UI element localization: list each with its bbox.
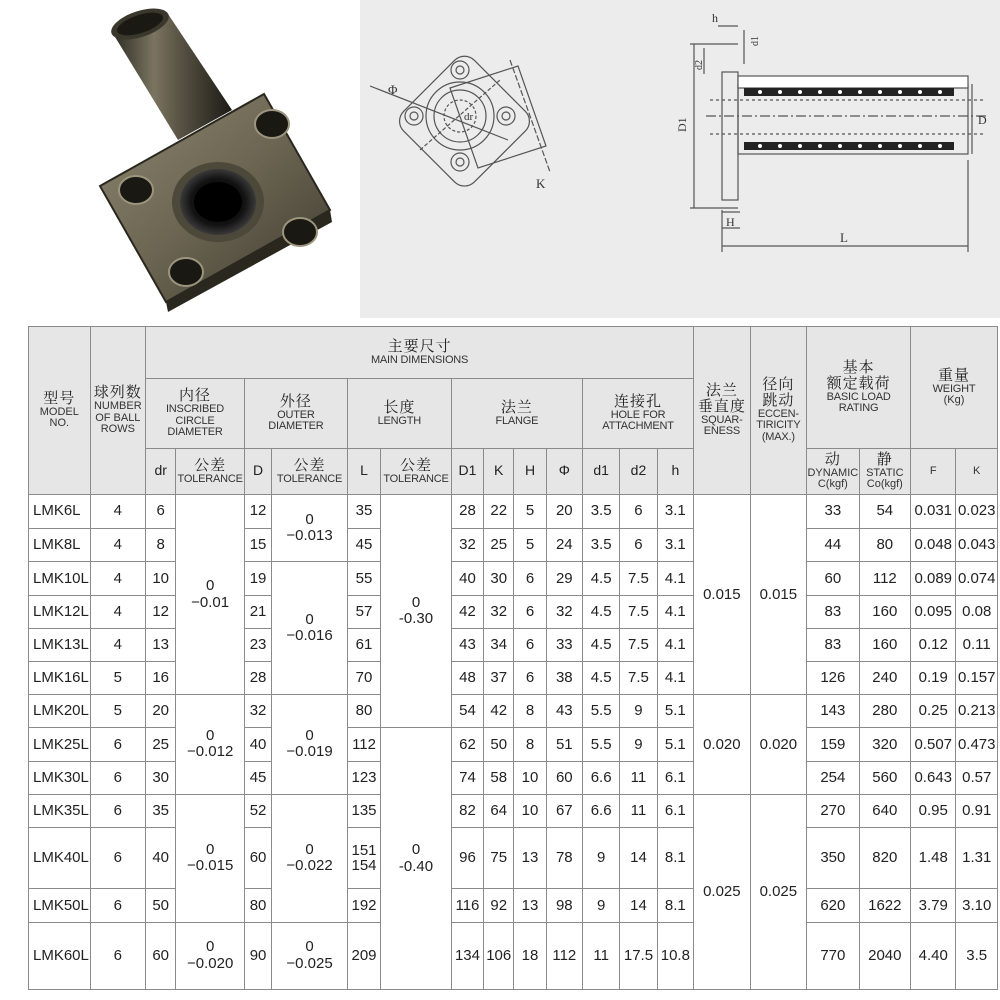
cell-weight-k: 0.57 <box>956 761 998 794</box>
cell-hole-d1: 4.5 <box>582 595 619 628</box>
header-eccentricity: 径向 跳动 ECCEN- TIRICITY (MAX.) <box>750 327 807 495</box>
flange-bearing-photo <box>0 0 358 318</box>
table-row <box>29 562 998 595</box>
product-photo <box>0 0 358 318</box>
cell-d1: 82 <box>451 794 483 827</box>
cell-model: LMK6L <box>29 495 91 529</box>
table-row <box>29 761 998 794</box>
cell-d1: 42 <box>451 595 483 628</box>
cell-weight-k: 0.213 <box>956 695 998 728</box>
cell-k: 75 <box>484 827 514 888</box>
table-row <box>29 528 998 562</box>
cell-model: LMK40L <box>29 827 91 888</box>
cell-h: 6 <box>514 595 546 628</box>
cell-hole-d1: 4.5 <box>582 661 619 694</box>
cell-d: 52 <box>244 794 271 827</box>
col-k: K <box>484 449 514 495</box>
cell-eccentricity: 0.020 <box>750 695 807 795</box>
cell-d: 12 <box>244 495 271 529</box>
cell-d-tolerance: 0 −0.022 <box>272 794 348 922</box>
cell-hole-d2: 11 <box>620 761 657 794</box>
cell-k: 92 <box>484 889 514 922</box>
cell-d1: 43 <box>451 628 483 661</box>
cell-k: 32 <box>484 595 514 628</box>
cell-model: LMK10L <box>29 562 91 595</box>
cell-phi: 29 <box>546 562 582 595</box>
cell-k: 30 <box>484 562 514 595</box>
cell-l: 209 <box>347 922 380 990</box>
cell-d1: 134 <box>451 922 483 990</box>
cell-eccentricity: 0.025 <box>750 794 807 989</box>
cell-model: LMK16L <box>29 661 91 694</box>
cell-dynamic: 143 <box>807 695 859 728</box>
technical-drawing <box>360 0 1000 318</box>
cell-hole-d2: 9 <box>620 695 657 728</box>
cell-balls: 4 <box>90 628 146 661</box>
col-dynamic: 动 DYNAMIC C(kgf) <box>807 449 859 495</box>
cell-hole-h: 6.1 <box>657 761 693 794</box>
table-row <box>29 794 998 827</box>
cell-d: 19 <box>244 562 271 595</box>
drawing-label-d: D <box>978 113 987 127</box>
cell-d: 21 <box>244 595 271 628</box>
cell-dynamic: 33 <box>807 495 859 529</box>
cell-l: 35 <box>347 495 380 529</box>
table-row <box>29 595 998 628</box>
cell-hole-d2: 11 <box>620 794 657 827</box>
cell-eccentricity: 0.015 <box>750 495 807 695</box>
mounting-hole-4 <box>169 258 203 286</box>
col-weight-f: F <box>911 449 956 495</box>
cell-hole-d1: 9 <box>582 827 619 888</box>
cell-l-tolerance: 0 -0.40 <box>381 728 452 990</box>
front-view <box>370 50 550 191</box>
cell-hole-d2: 7.5 <box>620 562 657 595</box>
col-d1-flange: D1 <box>451 449 483 495</box>
cell-phi: 67 <box>546 794 582 827</box>
table-row <box>29 889 998 922</box>
header-ball-rows: 球列数 NUMBER OF BALL ROWS <box>90 327 146 495</box>
cell-squareness: 0.015 <box>694 495 751 695</box>
table-row <box>29 628 998 661</box>
cell-phi: 24 <box>546 528 582 562</box>
cell-dynamic: 159 <box>807 728 859 761</box>
cell-d1: 54 <box>451 695 483 728</box>
table-row <box>29 695 998 728</box>
cell-h: 18 <box>514 922 546 990</box>
cell-balls: 6 <box>90 827 146 888</box>
header-length: 长度 LENGTH <box>347 379 451 449</box>
cell-hole-d1: 6.6 <box>582 761 619 794</box>
cell-squareness: 0.020 <box>694 695 751 795</box>
cell-hole-h: 10.8 <box>657 922 693 990</box>
cell-h: 10 <box>514 761 546 794</box>
col-phi: Φ <box>546 449 582 495</box>
cell-l: 80 <box>347 695 380 728</box>
cell-h: 6 <box>514 628 546 661</box>
col-dr: dr <box>146 449 176 495</box>
cell-weight-f: 4.40 <box>911 922 956 990</box>
cell-k: 25 <box>484 528 514 562</box>
cell-static: 320 <box>859 728 910 761</box>
cell-dynamic: 83 <box>807 628 859 661</box>
col-l: L <box>347 449 380 495</box>
cell-weight-f: 0.95 <box>911 794 956 827</box>
cell-phi: 32 <box>546 595 582 628</box>
col-h-flange: H <box>514 449 546 495</box>
ball-dots <box>758 90 942 148</box>
cell-hole-d1: 11 <box>582 922 619 990</box>
cell-d: 60 <box>244 827 271 888</box>
cell-d-tolerance: 0 −0.019 <box>272 695 348 795</box>
cell-static: 280 <box>859 695 910 728</box>
cell-dynamic: 83 <box>807 595 859 628</box>
cell-k: 42 <box>484 695 514 728</box>
header-main-dimensions: 主要尺寸 MAIN DIMENSIONS <box>146 327 694 379</box>
col-static: 静 STATIC Co(kgf) <box>859 449 910 495</box>
cell-hole-h: 3.1 <box>657 528 693 562</box>
cell-l: 55 <box>347 562 380 595</box>
cell-dr: 35 <box>146 794 176 827</box>
cell-d: 40 <box>244 728 271 761</box>
cell-static: 820 <box>859 827 910 888</box>
cell-hole-h: 4.1 <box>657 661 693 694</box>
cell-weight-f: 1.48 <box>911 827 956 888</box>
table-row <box>29 728 998 761</box>
cell-weight-k: 0.08 <box>956 595 998 628</box>
cell-dynamic: 126 <box>807 661 859 694</box>
cell-k: 50 <box>484 728 514 761</box>
cell-weight-k: 0.157 <box>956 661 998 694</box>
table-row <box>29 495 998 529</box>
cell-static: 1622 <box>859 889 910 922</box>
cell-dr: 13 <box>146 628 176 661</box>
col-dr-tolerance: 公差 TOLERANCE <box>176 449 245 495</box>
cell-k: 34 <box>484 628 514 661</box>
cell-model: LMK12L <box>29 595 91 628</box>
cell-squareness: 0.025 <box>694 794 751 989</box>
table-row <box>29 827 998 888</box>
cell-model: LMK50L <box>29 889 91 922</box>
cell-weight-k: 0.074 <box>956 562 998 595</box>
cell-phi: 112 <box>546 922 582 990</box>
cell-balls: 4 <box>90 495 146 529</box>
cell-hole-d2: 14 <box>620 889 657 922</box>
cell-dynamic: 770 <box>807 922 859 990</box>
cell-model: LMK25L <box>29 728 91 761</box>
cell-hole-d2: 14 <box>620 827 657 888</box>
cell-weight-f: 0.031 <box>911 495 956 529</box>
cell-dr-tolerance: 0 −0.012 <box>176 695 245 795</box>
cell-d1: 62 <box>451 728 483 761</box>
col-l-tolerance: 公差 TOLERANCE <box>381 449 452 495</box>
cell-phi: 43 <box>546 695 582 728</box>
cell-d1: 48 <box>451 661 483 694</box>
cell-d: 45 <box>244 761 271 794</box>
cell-dr: 40 <box>146 827 176 888</box>
header-hole-attachment: 连接孔 HOLE FOR ATTACHMENT <box>582 379 693 449</box>
cell-d-tolerance: 0 −0.025 <box>272 922 348 990</box>
cell-d1: 74 <box>451 761 483 794</box>
cell-balls: 4 <box>90 562 146 595</box>
cell-weight-f: 0.089 <box>911 562 956 595</box>
cell-static: 160 <box>859 595 910 628</box>
cell-balls: 6 <box>90 728 146 761</box>
drawing-label-l: L <box>840 230 848 245</box>
cell-dr: 30 <box>146 761 176 794</box>
cell-d-tolerance: 0 −0.013 <box>272 495 348 562</box>
cell-model: LMK35L <box>29 794 91 827</box>
mounting-hole-1 <box>119 176 153 204</box>
cell-phi: 51 <box>546 728 582 761</box>
cell-dr: 6 <box>146 495 176 529</box>
cell-dynamic: 254 <box>807 761 859 794</box>
cell-dr: 12 <box>146 595 176 628</box>
header-model: 型号 MODEL NO. <box>29 327 91 495</box>
cell-k: 106 <box>484 922 514 990</box>
cell-balls: 6 <box>90 889 146 922</box>
cell-weight-f: 0.048 <box>911 528 956 562</box>
cell-k: 37 <box>484 661 514 694</box>
cell-hole-d1: 5.5 <box>582 695 619 728</box>
bearing-sleeve-hatch <box>738 76 968 88</box>
bore-hole <box>194 182 242 222</box>
ball-rows <box>744 88 954 150</box>
cell-hole-d2: 7.5 <box>620 628 657 661</box>
cell-h: 10 <box>514 794 546 827</box>
cell-dr: 16 <box>146 661 176 694</box>
cell-l: 112 <box>347 728 380 761</box>
cell-weight-k: 0.023 <box>956 495 998 529</box>
cell-model: LMK60L <box>29 922 91 990</box>
cell-hole-d1: 4.5 <box>582 562 619 595</box>
cell-h: 6 <box>514 661 546 694</box>
cell-phi: 60 <box>546 761 582 794</box>
cell-hole-h: 6.1 <box>657 794 693 827</box>
cell-hole-h: 4.1 <box>657 562 693 595</box>
cell-d1: 96 <box>451 827 483 888</box>
drawing-label-h: H <box>726 215 735 229</box>
cell-hole-d1: 4.5 <box>582 628 619 661</box>
header-basic-load-rating: 基本 额定载荷 BASIC LOAD RATING <box>807 327 911 449</box>
cell-hole-d2: 9 <box>620 728 657 761</box>
cell-dr: 60 <box>146 922 176 990</box>
drawing-label-h-small: h <box>712 11 718 25</box>
cell-dynamic: 44 <box>807 528 859 562</box>
cell-balls: 5 <box>90 695 146 728</box>
drawing-label-k: K <box>536 176 546 191</box>
cell-hole-h: 8.1 <box>657 889 693 922</box>
cell-hole-d1: 3.5 <box>582 528 619 562</box>
cell-h: 5 <box>514 528 546 562</box>
cell-weight-k: 0.11 <box>956 628 998 661</box>
cell-h: 13 <box>514 827 546 888</box>
header-outer-diameter: 外径 OUTER DIAMETER <box>244 379 347 449</box>
col-d1-hole: d1 <box>582 449 619 495</box>
cell-hole-d2: 17.5 <box>620 922 657 990</box>
cell-hole-h: 5.1 <box>657 728 693 761</box>
cell-weight-k: 0.473 <box>956 728 998 761</box>
cell-weight-f: 0.507 <box>911 728 956 761</box>
cell-dr: 20 <box>146 695 176 728</box>
cell-hole-d1: 3.5 <box>582 495 619 529</box>
cell-phi: 33 <box>546 628 582 661</box>
cell-l-value-2: 154 <box>351 857 377 875</box>
cell-d: 23 <box>244 628 271 661</box>
cell-hole-d1: 6.6 <box>582 794 619 827</box>
cell-weight-f: 0.19 <box>911 661 956 694</box>
header-inscribed-diameter: 内径 INSCRIBED CIRCLE DIAMETER <box>146 379 245 449</box>
table-row <box>29 922 998 990</box>
col-weight-k: K <box>956 449 998 495</box>
drawing-label-d1-outer: D1 <box>675 117 689 132</box>
cell-balls: 6 <box>90 794 146 827</box>
drawing-label-dr: dr <box>464 111 474 123</box>
cell-balls: 6 <box>90 922 146 990</box>
col-d: D <box>244 449 271 495</box>
cell-static: 2040 <box>859 922 910 990</box>
cell-l: 57 <box>347 595 380 628</box>
col-h-hole: h <box>657 449 693 495</box>
cell-hole-d2: 7.5 <box>620 595 657 628</box>
cell-h: 8 <box>514 728 546 761</box>
cell-weight-f: 0.12 <box>911 628 956 661</box>
cell-static: 640 <box>859 794 910 827</box>
cell-d1: 28 <box>451 495 483 529</box>
cell-h: 13 <box>514 889 546 922</box>
cell-l: 45 <box>347 528 380 562</box>
cell-d: 80 <box>244 889 271 922</box>
cell-balls: 6 <box>90 761 146 794</box>
cell-l: 61 <box>347 628 380 661</box>
col-d2-hole: d2 <box>620 449 657 495</box>
drawing-label-phi: Φ <box>388 82 398 97</box>
cell-hole-d2: 6 <box>620 495 657 529</box>
spec-table <box>28 326 998 990</box>
cell-d1: 32 <box>451 528 483 562</box>
cell-dynamic: 270 <box>807 794 859 827</box>
cell-phi: 98 <box>546 889 582 922</box>
cell-hole-d1: 9 <box>582 889 619 922</box>
cell-dr: 8 <box>146 528 176 562</box>
cell-d-tolerance: 0 −0.016 <box>272 562 348 695</box>
cell-weight-k: 3.10 <box>956 889 998 922</box>
cell-weight-k: 3.5 <box>956 922 998 990</box>
cell-dr-tolerance: 0 −0.015 <box>176 794 245 922</box>
cell-l: 192 <box>347 889 380 922</box>
cell-model: LMK8L <box>29 528 91 562</box>
cell-phi: 78 <box>546 827 582 888</box>
cell-d1: 116 <box>451 889 483 922</box>
cell-d: 28 <box>244 661 271 694</box>
cell-weight-f: 0.25 <box>911 695 956 728</box>
col-d-tolerance: 公差 TOLERANCE <box>272 449 348 495</box>
drawing-label-d1: d1 <box>750 36 761 46</box>
mounting-hole-3 <box>283 218 317 246</box>
cell-dr: 25 <box>146 728 176 761</box>
cell-l: 70 <box>347 661 380 694</box>
cell-k: 58 <box>484 761 514 794</box>
table-row <box>29 661 998 694</box>
cell-h: 8 <box>514 695 546 728</box>
cell-hole-h: 3.1 <box>657 495 693 529</box>
cell-dr-tolerance: 0 −0.01 <box>176 495 245 695</box>
cell-dr-tolerance: 0 −0.020 <box>176 922 245 990</box>
cell-balls: 4 <box>90 528 146 562</box>
cell-hole-h: 8.1 <box>657 827 693 888</box>
cell-static: 112 <box>859 562 910 595</box>
cell-weight-k: 1.31 <box>956 827 998 888</box>
technical-drawing-svg <box>360 0 1000 318</box>
cell-balls: 5 <box>90 661 146 694</box>
cell-model: LMK30L <box>29 761 91 794</box>
header-squareness: 法兰 垂直度 SQUAR- ENESS <box>694 327 751 495</box>
cell-l: 135 <box>347 794 380 827</box>
cell-l <box>347 827 380 888</box>
cell-d1: 40 <box>451 562 483 595</box>
cell-static: 240 <box>859 661 910 694</box>
cell-hole-h: 5.1 <box>657 695 693 728</box>
cell-l-value-1: 151 <box>351 842 377 860</box>
cell-weight-k: 0.91 <box>956 794 998 827</box>
cell-phi: 20 <box>546 495 582 529</box>
cell-k: 22 <box>484 495 514 529</box>
cell-dynamic: 620 <box>807 889 859 922</box>
cell-model: LMK13L <box>29 628 91 661</box>
drawing-label-d2: d2 <box>694 60 705 70</box>
cell-hole-d1: 5.5 <box>582 728 619 761</box>
cell-static: 160 <box>859 628 910 661</box>
cell-dr: 50 <box>146 889 176 922</box>
cell-hole-h: 4.1 <box>657 628 693 661</box>
cell-l-tolerance: 0 -0.30 <box>381 495 452 728</box>
header-weight: 重量 WEIGHT (Kg) <box>911 327 998 449</box>
cell-dynamic: 60 <box>807 562 859 595</box>
cell-weight-f: 0.643 <box>911 761 956 794</box>
cell-dynamic: 350 <box>807 827 859 888</box>
header-flange: 法兰 FLANGE <box>451 379 582 449</box>
cell-l: 123 <box>347 761 380 794</box>
cell-k: 64 <box>484 794 514 827</box>
cell-h: 5 <box>514 495 546 529</box>
cell-weight-f: 3.79 <box>911 889 956 922</box>
cell-static: 560 <box>859 761 910 794</box>
cell-hole-h: 4.1 <box>657 595 693 628</box>
cell-phi: 38 <box>546 661 582 694</box>
cell-static: 80 <box>859 528 910 562</box>
cell-static: 54 <box>859 495 910 529</box>
cell-weight-k: 0.043 <box>956 528 998 562</box>
cell-model: LMK20L <box>29 695 91 728</box>
cell-weight-f: 0.095 <box>911 595 956 628</box>
cell-d: 15 <box>244 528 271 562</box>
mounting-hole-2 <box>255 110 289 138</box>
cell-d: 90 <box>244 922 271 990</box>
cell-h: 6 <box>514 562 546 595</box>
cell-dr: 10 <box>146 562 176 595</box>
cell-hole-d2: 6 <box>620 528 657 562</box>
cell-hole-d2: 7.5 <box>620 661 657 694</box>
cell-d: 32 <box>244 695 271 728</box>
cell-balls: 4 <box>90 595 146 628</box>
